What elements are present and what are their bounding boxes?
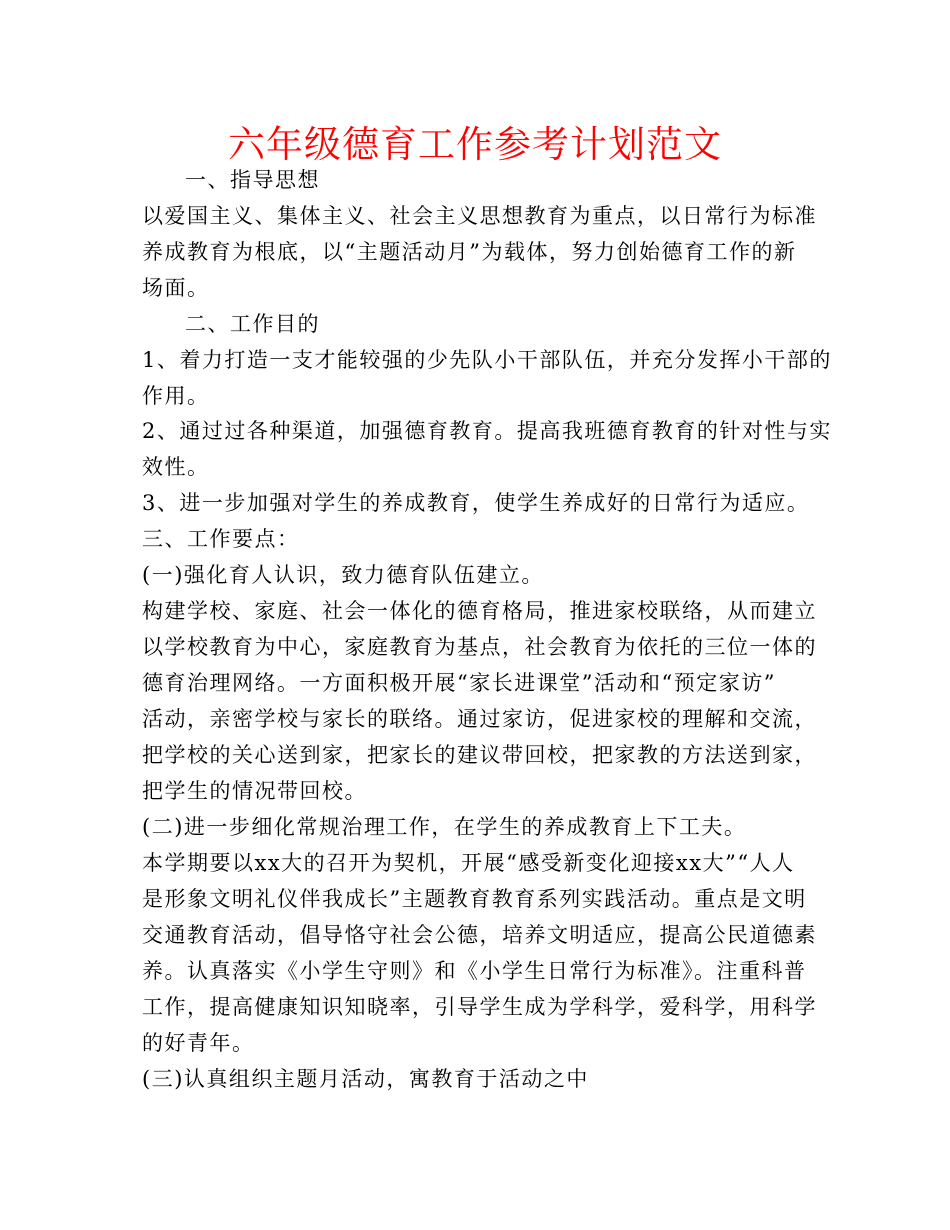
paragraph-line: 以学校教育为中心，家庭教育为基点，社会教育为依托的三位一体的 — [142, 635, 817, 659]
paragraph-line: 交通教育活动，倡导恪守社会公德，培养文明适应，提高公民道德素 — [142, 923, 817, 947]
paragraph-line: 以爱国主义、集体主义、社会主义思想教育为重点，以日常行为标准 — [142, 204, 817, 228]
section-heading: 二、工作目的 — [185, 312, 320, 336]
subsection-heading: (一)强化育人认识，致力德育队伍建立。 — [142, 563, 544, 587]
paragraph-line: 效性。 — [142, 455, 210, 479]
paragraph-line: 活动，亲密学校与家长的联络。通过家访，促进家校的理解和交流， — [142, 707, 817, 731]
paragraph-line: 德育治理网络。一方面积极开展“家长进课堂”活动和“预定家访” — [142, 671, 776, 695]
paragraph-line: 3、进一步加强对学生的养成教育，使学生养成好的日常行为适应。 — [142, 491, 810, 515]
paragraph-line: 工作，提高健康知识知晓率，引导学生成为学科学，爱科学，用科学 — [142, 995, 817, 1019]
subsection-heading: (三)认真组织主题月活动，寓教育于活动之中 — [142, 1067, 589, 1091]
paragraph-line: 场面。 — [142, 276, 210, 300]
paragraph-line: 作用。 — [142, 384, 210, 408]
paragraph-line: 的好青年。 — [142, 1031, 255, 1055]
paragraph-line: 2、通过过各种渠道，加强德育教育。提高我班德育教育的针对性与实 — [142, 419, 832, 443]
paragraph-line: 养成教育为根底，以“主题活动月”为载体，努力创始德育工作的新 — [142, 240, 797, 264]
paragraph-line: 把学生的情况带回校。 — [142, 779, 367, 803]
paragraph-line: 是形象文明礼仪伴我成长”主题教育教育系列实践活动。重点是文明 — [142, 887, 807, 911]
paragraph-line: 把学校的关心送到家，把家长的建议带回校，把家教的方法送到家， — [142, 743, 817, 767]
paragraph-line: 1、着力打造一支才能较强的少先队小干部队伍，并充分发挥小干部的 — [142, 348, 832, 372]
paragraph-line: 养。认真落实《小学生守则》和《小学生日常行为标准》。注重科普 — [142, 959, 807, 983]
section-heading: 一、指导思想 — [185, 168, 320, 192]
document-title: 六年级德育工作参考计划范文 — [228, 123, 722, 166]
paragraph-line: 本学期要以xx大的召开为契机，开展“感受新变化迎接xx大”“人人 — [142, 851, 795, 875]
paragraph-line: 构建学校、家庭、社会一体化的德育格局，推进家校联络，从而建立 — [142, 599, 817, 623]
section-heading: 三、工作要点： — [142, 527, 300, 551]
subsection-heading: (二)进一步细化常规治理工作，在学生的养成教育上下工夫。 — [142, 815, 747, 839]
